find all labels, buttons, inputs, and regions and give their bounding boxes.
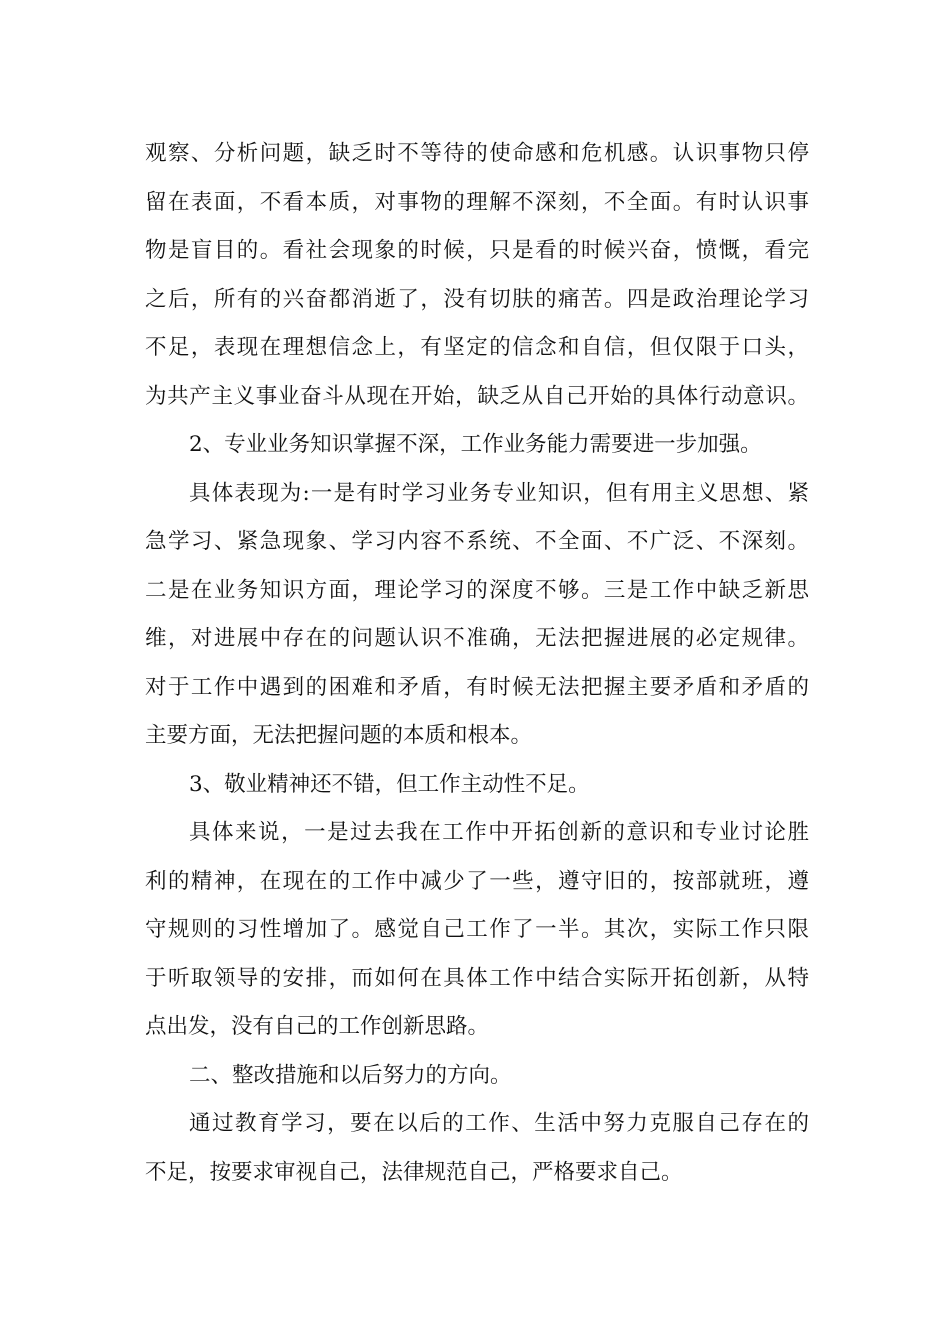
text-line: 守规则的习性增加了。感觉自己工作了一半。其次，实际工作只限 bbox=[145, 917, 809, 942]
text-line: 点出发，没有自己的工作创新思路。 bbox=[145, 1014, 490, 1039]
text-line: 之后，所有的兴奋都消逝了，没有切肤的痛苦。四是政治理论学习 bbox=[145, 286, 809, 312]
text-line: 为共产主义事业奋斗从现在开始，缺乏从自己开始的具体行动意识。 bbox=[145, 383, 809, 409]
text-line: 2、专业业务知识掌握不深，工作业务能力需要进一步加强。 bbox=[189, 432, 762, 457]
text-line: 物是盲目的。看社会现象的时候，只是看的时候兴奋，愤慨，看完 bbox=[145, 238, 809, 263]
text-line: 二、整改措施和以后努力的方向。 bbox=[189, 1062, 512, 1088]
text-line: 不足，按要求审视自己，法律规范自己，严格要求自己。 bbox=[145, 1159, 683, 1185]
text-line: 急学习、紧急现象、学习内容不系统、不全面、不广泛、不深刻。 bbox=[145, 529, 809, 554]
text-line: 于听取领导的安排，而如何在具体工作中结合实际开拓创新，从特 bbox=[145, 965, 809, 991]
body-text bbox=[145, 130, 809, 1197]
text-line: 主要方面，无法把握问题的本质和根本。 bbox=[145, 723, 533, 748]
text-line: 二是在业务知识方面，理论学习的深度不够。三是工作中缺乏新思 bbox=[145, 577, 809, 603]
text-line: 利的精神，在现在的工作中减少了一些，遵守旧的，按部就班，遵 bbox=[145, 868, 809, 894]
text-line: 维，对进展中存在的问题认识不准确，无法把握进展的必定规律。 bbox=[145, 626, 809, 651]
text-line: 观察、分析问题，缺乏时不等待的使命感和危机感。认识事物只停 bbox=[145, 141, 809, 166]
text-line: 留在表面，不看本质，对事物的理解不深刻，不全面。有时认识事 bbox=[145, 189, 809, 215]
text-line: 具体来说，一是过去我在工作中开拓创新的意识和专业讨论胜 bbox=[189, 820, 809, 845]
text-line: 不足，表现在理想信念上，有坚定的信念和自信，但仅限于口头， bbox=[145, 335, 809, 360]
text-line: 具体表现为:一是有时学习业务专业知识，但有用主义思想、紧 bbox=[189, 480, 809, 506]
text-line: 对于工作中遇到的困难和矛盾，有时候无法把握主要矛盾和矛盾的 bbox=[145, 674, 809, 700]
text-line: 通过教育学习，要在以后的工作、生活中努力克服自己存在的 bbox=[189, 1111, 809, 1136]
text-line: 3、敬业精神还不错，但工作主动性不足。 bbox=[189, 771, 590, 797]
